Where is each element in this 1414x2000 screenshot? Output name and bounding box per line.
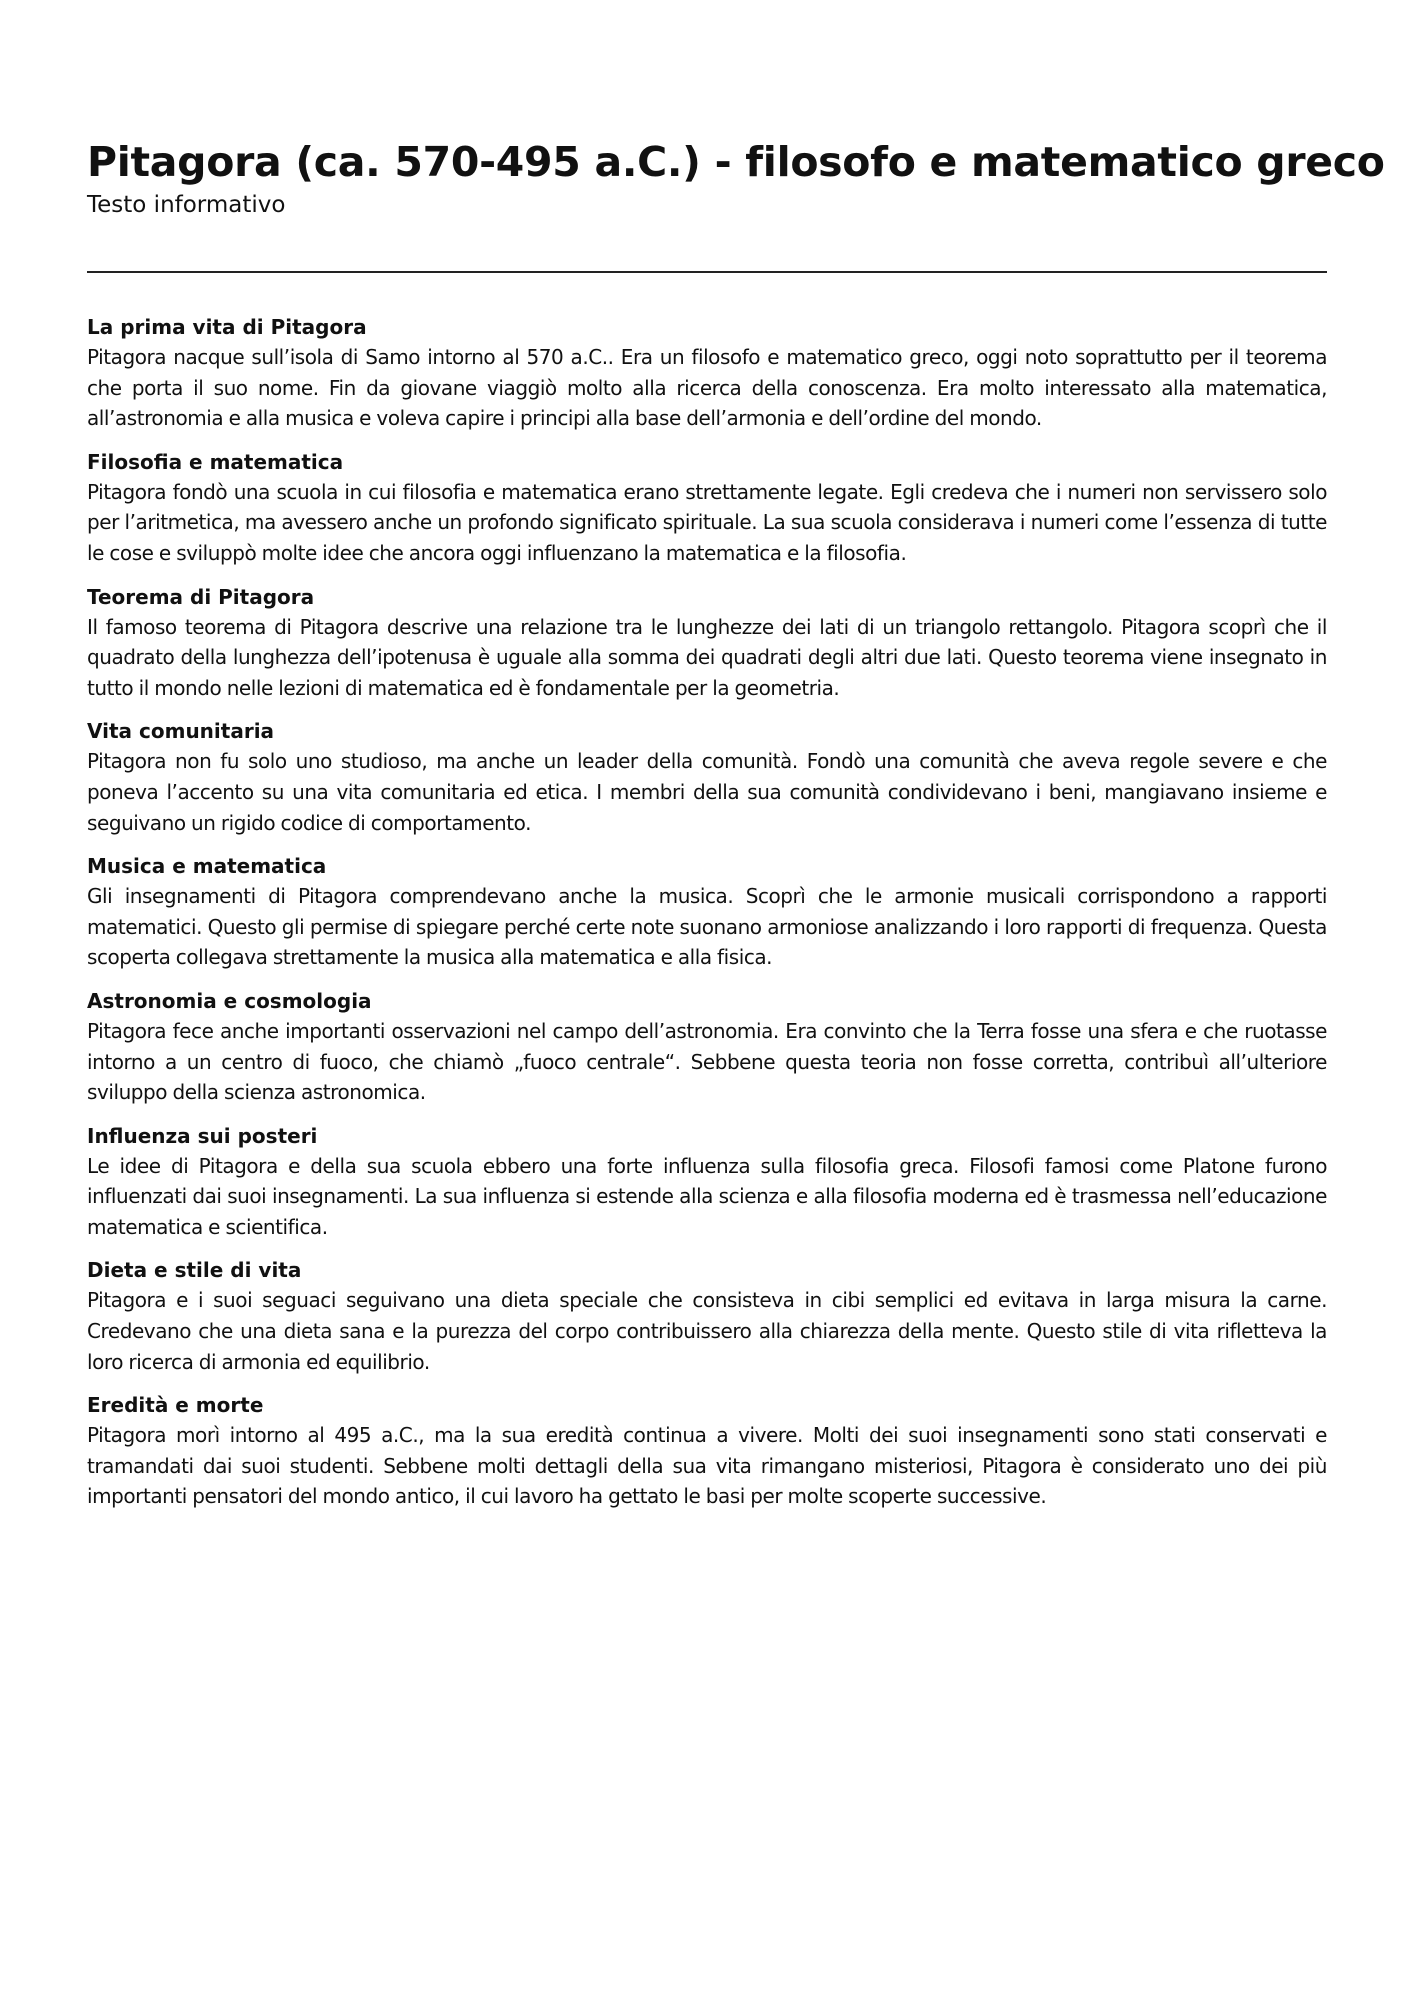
- document-subtitle: Testo informativo: [87, 192, 286, 218]
- section-legacy-death: [87, 1390, 1327, 1512]
- section-paragraph: Pitagora non fu solo uno studioso, ma anche un leader della comunità. Fondò una comunità che aveva regole severe e che poneva l’accento su una vita comunitaria ed etica. I membri della sua comunità condividevano i beni, mangiavano insieme e seguivano un rigido codice di comportamento.: [87, 749, 1327, 835]
- section-paragraph: Pitagora fondò una scuola in cui filosofia e matematica erano strettamente legate. Egli credeva che i numeri non servissero solo per l’aritmetica, ma avessero anche un profondo significato spirituale. La sua scuola considerava i numeri come l’essenza di tutte le cose e sviluppò molte idee che ancora oggi influenzano la matematica e la filosofia.: [87, 479, 1327, 565]
- section-heading: Filosofia e matematica: [87, 449, 344, 474]
- section-paragraph: Le idee di Pitagora e della sua scuola ebbero una forte influenza sulla filosofia greca. Filosofi famosi come Platone furono influenzati dai suoi insegnamenti. La sua influenza si estende alla scienza e alla filosofia moderna ed è trasmessa nell’educazione matematica e scientifica.: [87, 1153, 1327, 1239]
- section-heading: Dieta e stile di vita: [87, 1258, 302, 1283]
- document-page: [87, 0, 1385, 2000]
- section-influence: [87, 1121, 1327, 1243]
- section-heading: Influenza sui posteri: [87, 1123, 318, 1148]
- section-heading: Teorema di Pitagora: [87, 584, 315, 609]
- section-community-life: [87, 716, 1327, 838]
- section-paragraph: Pitagora fece anche importanti osservazioni nel campo dell’astronomia. Era convinto che la Terra fosse una sfera e che ruotasse intorno a un centro di fuoco, che chiamò „fuoco centrale“. Sebbene questa teoria non fosse corretta, contribuì all’ulteriore sviluppo della scienza astronomica.: [87, 1018, 1327, 1105]
- section-paragraph: Pitagora morì intorno al 495 a.C., ma la sua eredità continua a vivere. Molti dei suoi insegnamenti sono stati conservati e tramandati dai suoi studenti. Sebbene molti dettagli della sua vita rimangano misteriosi, Pitagora è considerato uno dei più importanti pensatori del mondo antico, il cui lavoro ha gettato le basi per molte scoperte successive.: [87, 1423, 1327, 1509]
- section-paragraph: Il famoso teorema di Pitagora descrive una relazione tra le lunghezze dei lati di un triangolo rettangolo. Pitagora scoprì che il quadrato della lunghezza dell’ipotenusa è uguale alla somma dei quadrati degli altri due lati. Questo teorema viene insegnato in tutto il mondo nelle lezioni di matematica ed è fondamentale per la geometria.: [87, 614, 1327, 700]
- section-paragraph: Gli insegnamenti di Pitagora comprendevano anche la musica. Scoprì che le armonie musicali corrispondono a rapporti matematici. Questo gli permise di spiegare perché certe note suonano armoniose analizzando i loro rapporti di frequenza. Questa scoperta collegava strettamente la musica alla matematica e alla fisica.: [87, 884, 1327, 970]
- section-diet-lifestyle: [87, 1255, 1327, 1377]
- title-divider: [87, 271, 1327, 273]
- section-heading: La prima vita di Pitagora: [87, 315, 367, 339]
- section-astronomy-cosmology: [87, 986, 1327, 1108]
- section-theorem: [87, 582, 1327, 704]
- section-paragraph: Pitagora nacque sull’isola di Samo intorno al 570 a.C.. Era un filosofo e matematico greco, oggi noto soprattutto per il teorema che porta il suo nome. Fin da giovane viaggiò molto alla ricerca della conoscenza. Era molto interessato alla matematica, all’astronomia e alla musica e voleva capire i principi alla base dell’armonia e dell’ordine del mondo.: [87, 345, 1327, 431]
- section-early-life: [87, 312, 1327, 434]
- document-title: Pitagora (ca. 570-495 a.C.) - filosofo e matematico greco: [87, 138, 1385, 186]
- section-heading: Vita comunitaria: [87, 719, 275, 744]
- section-music-mathematics: [87, 851, 1327, 973]
- section-heading: Eredità e morte: [87, 1393, 264, 1418]
- section-paragraph: Pitagora e i suoi seguaci seguivano una dieta speciale che consisteva in cibi semplici ed evitava in larga misura la carne. Credevano che una dieta sana e la purezza del corpo contribuissero alla chiarezza della mente. Questo stile di vita rifletteva la loro ricerca di armonia ed equilibrio.: [87, 1288, 1327, 1374]
- section-heading: Musica e matematica: [87, 854, 327, 879]
- document-body: [87, 312, 1327, 1525]
- section-heading: Astronomia e cosmologia: [87, 988, 372, 1013]
- section-philosophy-mathematics: [87, 447, 1327, 569]
